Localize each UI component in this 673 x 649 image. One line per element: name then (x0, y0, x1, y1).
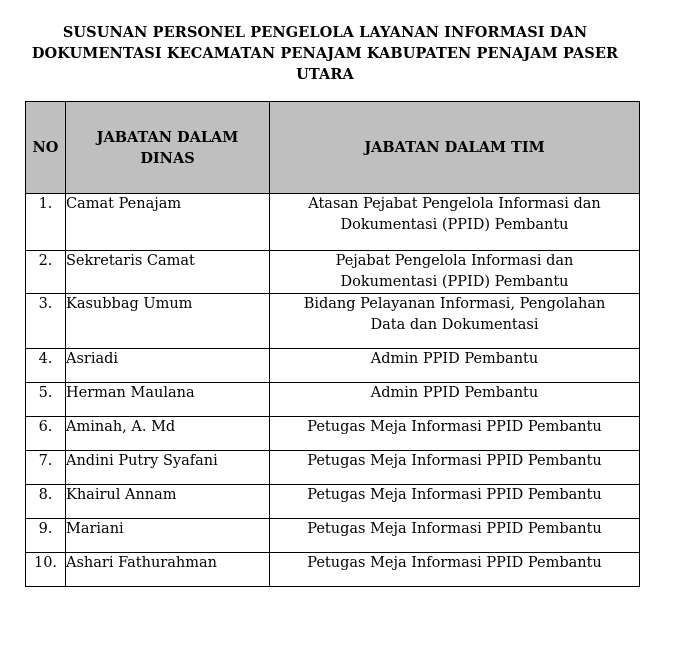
table-row (26, 194, 640, 251)
row-jabatan-dinas: Kasubbag Umum (66, 294, 270, 349)
header-no: NO (26, 102, 66, 194)
row-jabatan-tim-line1: Bidang Pelayanan Informasi, Pengolahan (303, 296, 606, 312)
table-row (26, 294, 640, 349)
table-row (26, 553, 640, 587)
row-jabatan-tim (270, 194, 640, 251)
table-row (26, 451, 640, 485)
title-line-2: DOKUMENTASI KECAMATAN PENAJAM KABUPATEN PENAJAM PASER (31, 45, 619, 62)
row-jabatan-dinas: Asriadi (66, 349, 270, 383)
row-jabatan-dinas: Camat Penajam (66, 194, 270, 251)
header-jabatan-dinas-line1: JABATAN DALAM (96, 128, 239, 146)
row-jabatan-dinas: Khairul Annam (66, 485, 270, 519)
row-jabatan-tim (270, 251, 640, 294)
row-jabatan-tim: Admin PPID Pembantu (270, 383, 640, 417)
personnel-table (25, 101, 640, 587)
document-title (14, 22, 636, 85)
row-number: 3. (26, 294, 66, 349)
row-number: 2. (26, 251, 66, 294)
row-number: 7. (26, 451, 66, 485)
header-jabatan-dinas-line2: DINAS (140, 149, 195, 167)
row-jabatan-dinas: Andini Putry Syafani (66, 451, 270, 485)
title-line-1: SUSUNAN PERSONEL PENGELOLA LAYANAN INFORMASI DAN (62, 24, 588, 41)
row-number: 8. (26, 485, 66, 519)
row-number: 5. (26, 383, 66, 417)
row-jabatan-tim (270, 294, 640, 349)
row-jabatan-tim: Admin PPID Pembantu (270, 349, 640, 383)
row-jabatan-tim: Petugas Meja Informasi PPID Pembantu (270, 451, 640, 485)
table-header-row (26, 102, 640, 194)
row-jabatan-dinas: Aminah, A. Md (66, 417, 270, 451)
row-jabatan-tim-line1: Pejabat Pengelola Informasi dan (335, 253, 574, 269)
row-jabatan-tim: Petugas Meja Informasi PPID Pembantu (270, 553, 640, 587)
table-row (26, 349, 640, 383)
row-jabatan-tim: Petugas Meja Informasi PPID Pembantu (270, 519, 640, 553)
row-jabatan-dinas: Mariani (66, 519, 270, 553)
row-jabatan-dinas: Herman Maulana (66, 383, 270, 417)
title-line-3: UTARA (296, 66, 354, 83)
table-row (26, 519, 640, 553)
table-row (26, 383, 640, 417)
row-number: 9. (26, 519, 66, 553)
table-row (26, 251, 640, 294)
row-number: 4. (26, 349, 66, 383)
row-number: 10. (26, 553, 66, 587)
row-jabatan-tim-line2: Dokumentasi (PPID) Pembantu (340, 217, 569, 233)
table-row (26, 417, 640, 451)
row-jabatan-tim: Petugas Meja Informasi PPID Pembantu (270, 485, 640, 519)
row-jabatan-dinas: Ashari Fathurahman (66, 553, 270, 587)
row-jabatan-tim-line2: Data dan Dokumentasi (370, 317, 539, 333)
row-jabatan-dinas: Sekretaris Camat (66, 251, 270, 294)
row-number: 1. (26, 194, 66, 251)
row-jabatan-tim-line1: Atasan Pejabat Pengelola Informasi dan (308, 196, 601, 212)
header-jabatan-tim: JABATAN DALAM TIM (270, 102, 640, 194)
table-row (26, 485, 640, 519)
row-jabatan-tim-line2: Dokumentasi (PPID) Pembantu (340, 274, 569, 290)
header-jabatan-dinas (66, 102, 270, 194)
row-number: 6. (26, 417, 66, 451)
row-jabatan-tim: Petugas Meja Informasi PPID Pembantu (270, 417, 640, 451)
